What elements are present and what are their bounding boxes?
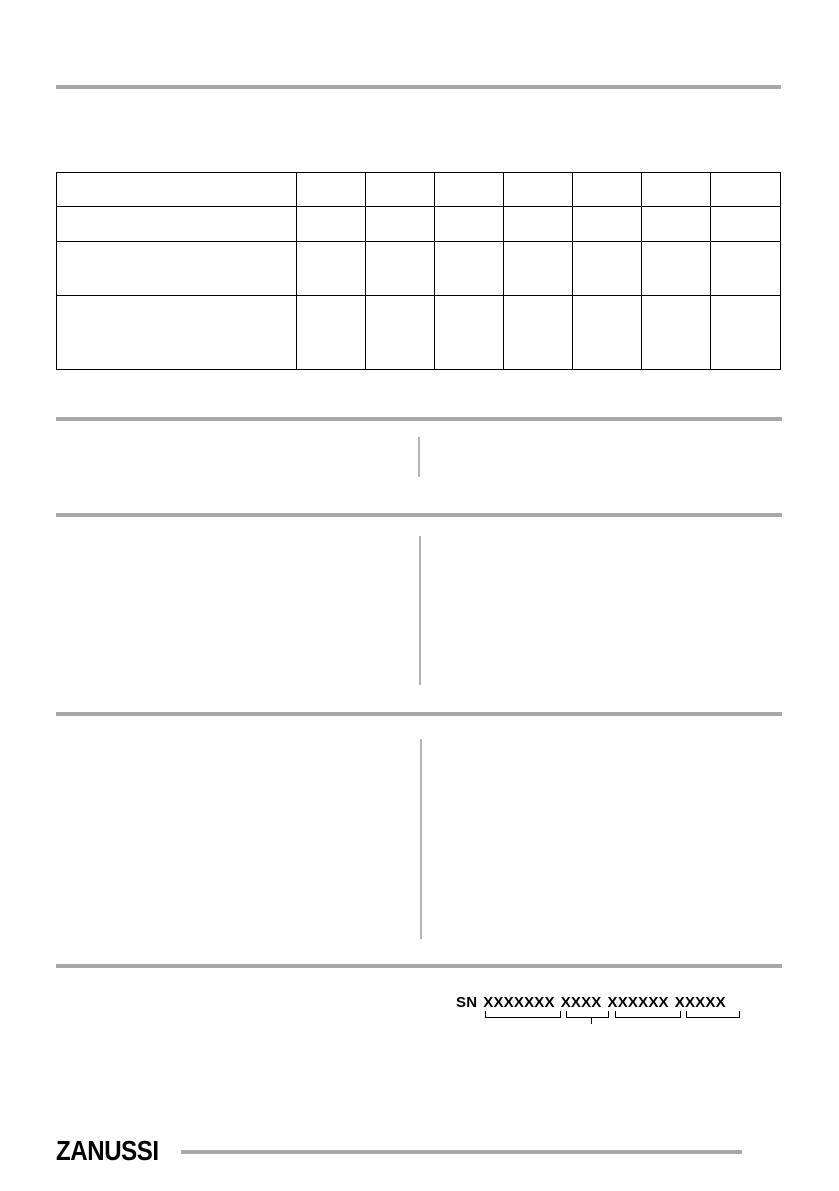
table-cell xyxy=(504,242,573,296)
table-cell xyxy=(711,207,781,242)
table-cell xyxy=(366,296,435,370)
table-cell xyxy=(504,173,573,207)
section-divider-2 xyxy=(56,513,782,517)
column-divider-3 xyxy=(420,739,422,939)
section-divider-1 xyxy=(56,417,782,421)
table-cell xyxy=(57,296,297,370)
table-cell xyxy=(57,207,297,242)
table-cell xyxy=(297,242,366,296)
table-cell xyxy=(504,296,573,370)
table-cell xyxy=(573,242,642,296)
serial-prefix: SN xyxy=(456,994,478,1011)
serial-group-2: XXXX xyxy=(560,994,602,1011)
serial-group-1: XXXXXXX xyxy=(483,994,555,1011)
footer-rule xyxy=(181,1150,742,1154)
table-row xyxy=(57,242,781,296)
column-divider-2 xyxy=(419,536,421,685)
section-divider-3 xyxy=(56,712,782,716)
table-cell xyxy=(642,296,711,370)
table-cell xyxy=(504,207,573,242)
table-cell xyxy=(297,296,366,370)
table-cell xyxy=(435,242,504,296)
spec-table xyxy=(56,172,781,370)
serial-group-3: XXXXXX xyxy=(607,994,669,1011)
serial-bracket-pointer xyxy=(591,1018,592,1024)
table-cell xyxy=(297,173,366,207)
table-cell xyxy=(57,242,297,296)
table-cell xyxy=(435,207,504,242)
table-cell xyxy=(435,296,504,370)
table-cell xyxy=(642,173,711,207)
serial-group-4: XXXXX xyxy=(674,994,726,1011)
table-cell xyxy=(366,173,435,207)
table-cell xyxy=(366,207,435,242)
table-cell xyxy=(435,173,504,207)
table-row xyxy=(57,296,781,370)
top-divider xyxy=(56,85,781,89)
serial-bracket-3 xyxy=(615,1011,681,1018)
serial-bracket-4 xyxy=(686,1011,740,1018)
table-cell xyxy=(297,207,366,242)
table-cell xyxy=(57,173,297,207)
table-row xyxy=(57,173,781,207)
serial-number-label xyxy=(456,993,726,1013)
table-row xyxy=(57,207,781,242)
table-cell xyxy=(573,173,642,207)
table-cell xyxy=(573,207,642,242)
section-divider-4 xyxy=(56,964,782,968)
table-cell xyxy=(711,173,781,207)
serial-bracket-1 xyxy=(485,1011,561,1018)
table-cell xyxy=(711,242,781,296)
table-cell xyxy=(573,296,642,370)
column-divider-1 xyxy=(418,437,420,477)
table-cell xyxy=(642,242,711,296)
serial-bracket-2 xyxy=(566,1011,609,1018)
table-cell xyxy=(642,207,711,242)
table-cell xyxy=(711,296,781,370)
table-cell xyxy=(366,242,435,296)
brand-logo: ZANUSSI xyxy=(56,1135,159,1166)
